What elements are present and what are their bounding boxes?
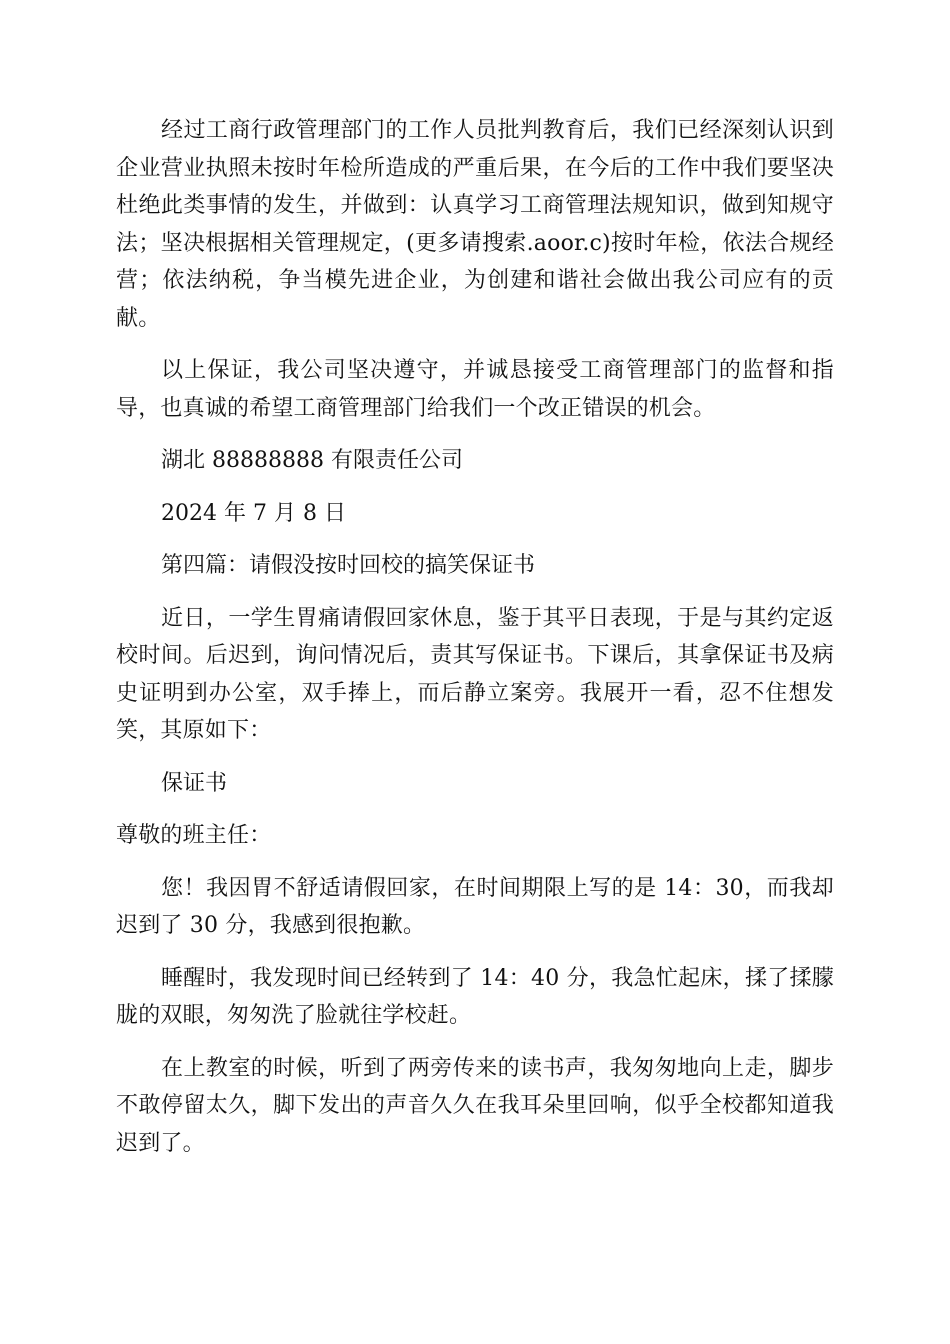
- section-title: 第四篇：请假没按时回校的搞笑保证书: [161, 553, 536, 578]
- document-date: 2024 年 7 月 8 日: [161, 500, 346, 526]
- letter-paragraph: 您！我因胃不舒适请假回家，在时间期限上写的是 14：30，而我却迟到了 30 分，我感到很抱歉。: [116, 875, 834, 938]
- paragraph-pledge: 经过工商行政管理部门的工作人员批判教育后，我们已经深刻认识到企业营业执照未按时年检所造成的严重后果，在今后的工作中我们要坚决杜绝此类事情的发生，并做到：认真学习工商管理法规知识，做到知规守法；坚决根据相关管理规定，(更多请搜索.aoor.c)按时年检，依法合规经营；依法纳税，争当模先进企业，为创建和谐社会做出我公司应有的贡献。: [116, 118, 834, 331]
- document-body: [116, 112, 834, 1177]
- company-name: 湖北 88888888 有限责任公司: [161, 448, 463, 473]
- letter-title: 保证书: [161, 770, 228, 796]
- letter-salutation: 尊敬的班主任：: [116, 823, 272, 848]
- letter-paragraph: 睡醒时，我发现时间已经转到了 14：40 分，我急忙起床，揉了揉朦胧的双眼，匆匆洗了脸就往学校赶。: [116, 965, 834, 1028]
- paragraph-commitment: 以上保证，我公司坚决遵守，并诚恳接受工商管理部门的监督和指导，也真诚的希望工商管理部门给我们一个改正错误的机会。: [116, 358, 834, 421]
- letter-paragraph: 在上教室的时候，听到了两旁传来的读书声，我匆匆地向上走，脚步不敢停留太久，脚下发出的声音久久在我耳朵里回响，似乎全校都知道我迟到了。: [116, 1055, 834, 1156]
- paragraph-intro: 近日，一学生胃痛请假回家休息，鉴于其平日表现，于是与其约定返校时间。后迟到，询问情况后，责其写保证书。下课后，其拿保证书及病史证明到办公室，双手捧上，而后静立案旁。我展开一看，忍不住想发笑，其原如下：: [116, 605, 834, 743]
